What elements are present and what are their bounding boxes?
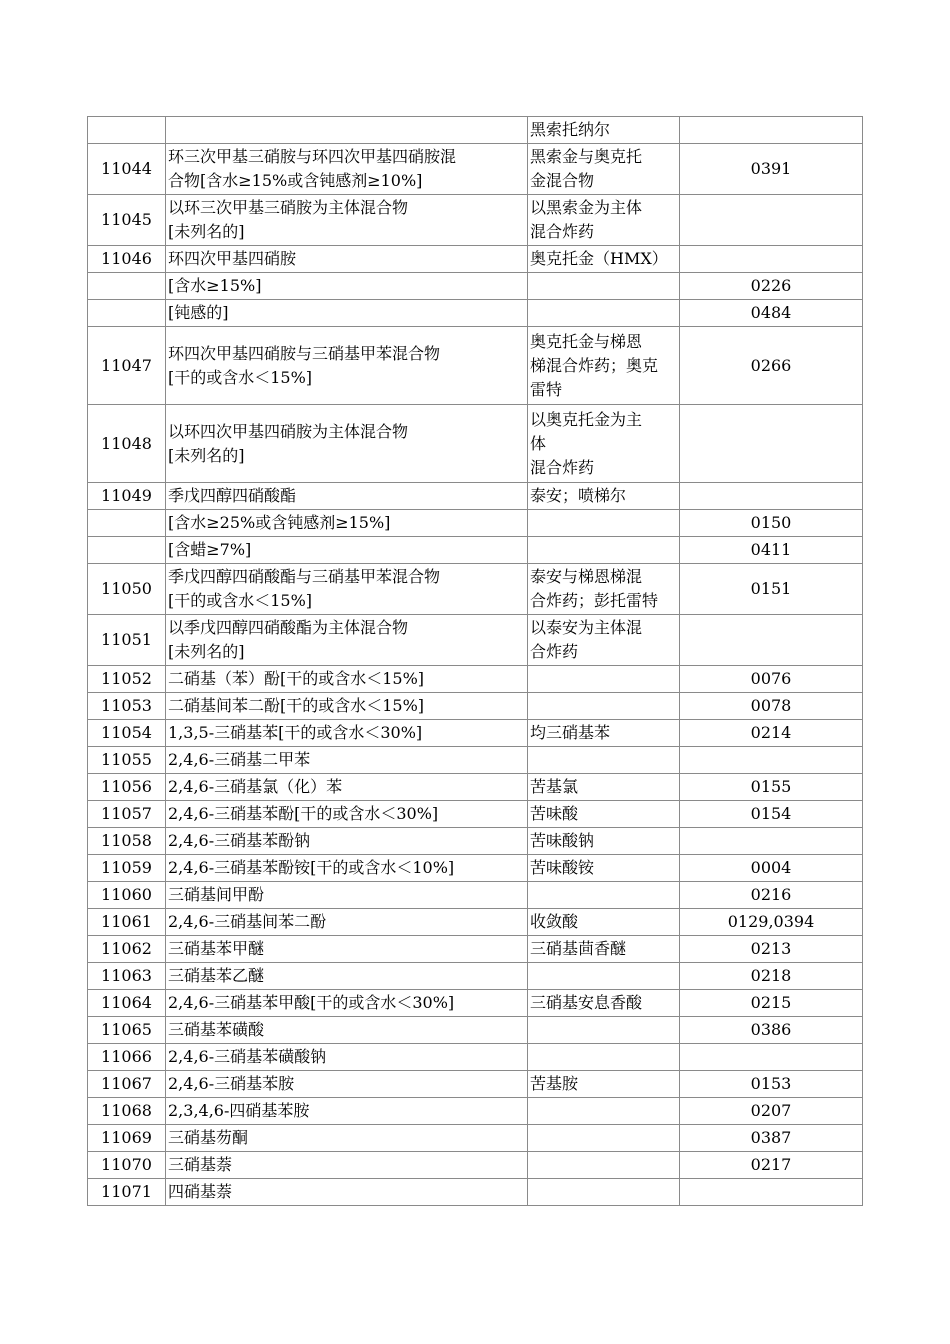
cell-name: 2,4,6-三硝基苯胺 [166,1071,528,1098]
cell-code: 11066 [88,1044,166,1071]
cell-un-number [680,1044,863,1071]
cell-code [88,300,166,327]
table-row [88,405,863,483]
cell-alias: 苦味酸铵 [528,855,680,882]
table-row [88,855,863,882]
table-row [88,828,863,855]
cell-alias: 收敛酸 [528,909,680,936]
table-row [88,1152,863,1179]
table-row [88,564,863,615]
table-row [88,1017,863,1044]
cell-code: 11067 [88,1071,166,1098]
table-row [88,195,863,246]
cell-name: 2,4,6-三硝基氯（化）苯 [166,774,528,801]
cell-name: 季戊四醇四硝酸酯与三硝基甲苯混合物 [干的或含水＜15%] [166,564,528,615]
cell-name: 三硝基间甲酚 [166,882,528,909]
table-row [88,963,863,990]
table-row [88,327,863,405]
cell-code: 11054 [88,720,166,747]
cell-un-number: 0386 [680,1017,863,1044]
cell-un-number [680,117,863,144]
cell-name: 2,3,4,6-四硝基苯胺 [166,1098,528,1125]
cell-un-number: 0076 [680,666,863,693]
cell-alias [528,1098,680,1125]
cell-un-number [680,195,863,246]
cell-alias: 苦基胺 [528,1071,680,1098]
cell-code: 11048 [88,405,166,483]
cell-alias: 三硝基茴香醚 [528,936,680,963]
cell-alias [528,300,680,327]
cell-name: 环四次甲基四硝胺 [166,246,528,273]
table-row [88,1179,863,1206]
cell-alias: 苦味酸 [528,801,680,828]
cell-un-number [680,747,863,774]
cell-code [88,537,166,564]
cell-alias: 泰安；喷梯尔 [528,483,680,510]
cell-code: 11063 [88,963,166,990]
cell-name: 季戊四醇四硝酸酯 [166,483,528,510]
cell-un-number: 0214 [680,720,863,747]
cell-alias [528,1125,680,1152]
table-row [88,510,863,537]
dangerous-goods-table [87,116,863,1206]
table-row [88,990,863,1017]
cell-alias: 三硝基安息香酸 [528,990,680,1017]
cell-un-number: 0153 [680,1071,863,1098]
cell-un-number: 0266 [680,327,863,405]
cell-name [166,117,528,144]
cell-alias [528,963,680,990]
cell-code [88,510,166,537]
cell-un-number [680,246,863,273]
cell-code: 11070 [88,1152,166,1179]
cell-code: 11053 [88,693,166,720]
cell-code: 11051 [88,615,166,666]
cell-un-number: 0215 [680,990,863,1017]
cell-alias [528,1044,680,1071]
cell-code: 11059 [88,855,166,882]
table-row [88,882,863,909]
table-row [88,936,863,963]
cell-name: 1,3,5-三硝基苯[干的或含水＜30%] [166,720,528,747]
table-row [88,1125,863,1152]
cell-un-number: 0217 [680,1152,863,1179]
cell-alias: 黑索托纳尔 [528,117,680,144]
cell-alias [528,1152,680,1179]
cell-name: 以季戊四醇四硝酸酯为主体混合物 [未列名的] [166,615,528,666]
cell-name: 以环四次甲基四硝胺为主体混合物 [未列名的] [166,405,528,483]
cell-name: 四硝基萘 [166,1179,528,1206]
cell-un-number: 0155 [680,774,863,801]
cell-un-number [680,828,863,855]
cell-name: 二硝基间苯二酚[干的或含水＜15%] [166,693,528,720]
cell-un-number: 0150 [680,510,863,537]
cell-name: 2,4,6-三硝基苯磺酸钠 [166,1044,528,1071]
cell-un-number: 0207 [680,1098,863,1125]
table-row [88,666,863,693]
table-row [88,747,863,774]
cell-code: 11065 [88,1017,166,1044]
table-row [88,1044,863,1071]
cell-code: 11047 [88,327,166,405]
cell-un-number: 0154 [680,801,863,828]
cell-code: 11057 [88,801,166,828]
cell-name: [钝感的] [166,300,528,327]
cell-code: 11064 [88,990,166,1017]
cell-name: 2,4,6-三硝基苯酚钠 [166,828,528,855]
cell-name: [含水≥15%] [166,273,528,300]
table-row [88,483,863,510]
table-row [88,1098,863,1125]
cell-un-number: 0213 [680,936,863,963]
cell-name: [含蜡≥7%] [166,537,528,564]
cell-code [88,117,166,144]
table-row [88,144,863,195]
cell-name: 2,4,6-三硝基苯甲酸[干的或含水＜30%] [166,990,528,1017]
cell-code: 11056 [88,774,166,801]
cell-alias [528,693,680,720]
cell-name: 三硝基苯乙醚 [166,963,528,990]
cell-name: 三硝基芴酮 [166,1125,528,1152]
cell-alias [528,537,680,564]
cell-un-number: 0218 [680,963,863,990]
cell-alias: 奥克托金与梯恩 梯混合炸药；奥克 雷特 [528,327,680,405]
cell-un-number: 0216 [680,882,863,909]
table-row [88,720,863,747]
cell-code: 11045 [88,195,166,246]
cell-name: 三硝基萘 [166,1152,528,1179]
table-row [88,273,863,300]
cell-code: 11050 [88,564,166,615]
cell-alias: 黑索金与奥克托 金混合物 [528,144,680,195]
cell-alias: 奥克托金（HMX） [528,246,680,273]
cell-code: 11068 [88,1098,166,1125]
cell-alias [528,1179,680,1206]
cell-alias [528,1017,680,1044]
cell-un-number [680,483,863,510]
cell-code: 11049 [88,483,166,510]
cell-code: 11044 [88,144,166,195]
table-row [88,774,863,801]
cell-alias: 以黑索金为主体 混合炸药 [528,195,680,246]
table-body [88,117,863,1206]
table-row [88,246,863,273]
cell-code [88,273,166,300]
table-row [88,615,863,666]
cell-un-number: 0151 [680,564,863,615]
cell-alias [528,510,680,537]
table-row [88,693,863,720]
cell-alias: 均三硝基苯 [528,720,680,747]
cell-name: 2,4,6-三硝基苯酚铵[干的或含水＜10%] [166,855,528,882]
cell-alias: 苦味酸钠 [528,828,680,855]
cell-code: 11062 [88,936,166,963]
cell-un-number: 0411 [680,537,863,564]
cell-un-number: 0391 [680,144,863,195]
cell-alias: 以泰安为主体混 合炸药 [528,615,680,666]
cell-un-number: 0129,0394 [680,909,863,936]
cell-code: 11071 [88,1179,166,1206]
cell-un-number: 0226 [680,273,863,300]
cell-name: 2,4,6-三硝基苯酚[干的或含水＜30%] [166,801,528,828]
table-row [88,801,863,828]
cell-name: 环四次甲基四硝胺与三硝基甲苯混合物 [干的或含水＜15%] [166,327,528,405]
cell-name: 二硝基（苯）酚[干的或含水＜15%] [166,666,528,693]
table-row [88,300,863,327]
cell-un-number: 0387 [680,1125,863,1152]
cell-code: 11060 [88,882,166,909]
cell-alias: 泰安与梯恩梯混 合炸药；彭托雷特 [528,564,680,615]
cell-code: 11052 [88,666,166,693]
cell-code: 11061 [88,909,166,936]
cell-name: 以环三次甲基三硝胺为主体混合物 [未列名的] [166,195,528,246]
cell-alias [528,666,680,693]
cell-name: 三硝基苯磺酸 [166,1017,528,1044]
cell-un-number [680,405,863,483]
cell-name: [含水≥25%或含钝感剂≥15%] [166,510,528,537]
cell-code: 11069 [88,1125,166,1152]
cell-alias [528,882,680,909]
cell-code: 11058 [88,828,166,855]
cell-alias: 苦基氯 [528,774,680,801]
cell-name: 2,4,6-三硝基二甲苯 [166,747,528,774]
table-row [88,1071,863,1098]
table-row [88,537,863,564]
cell-name: 环三次甲基三硝胺与环四次甲基四硝胺混 合物[含水≥15%或含钝感剂≥10%] [166,144,528,195]
table-row [88,909,863,936]
cell-name: 2,4,6-三硝基间苯二酚 [166,909,528,936]
cell-un-number: 0484 [680,300,863,327]
cell-un-number [680,1179,863,1206]
cell-alias [528,747,680,774]
cell-un-number [680,615,863,666]
cell-name: 三硝基苯甲醚 [166,936,528,963]
cell-code: 11055 [88,747,166,774]
cell-alias: 以奥克托金为主 体 混合炸药 [528,405,680,483]
table-row [88,117,863,144]
cell-alias [528,273,680,300]
cell-code: 11046 [88,246,166,273]
cell-un-number: 0078 [680,693,863,720]
cell-un-number: 0004 [680,855,863,882]
